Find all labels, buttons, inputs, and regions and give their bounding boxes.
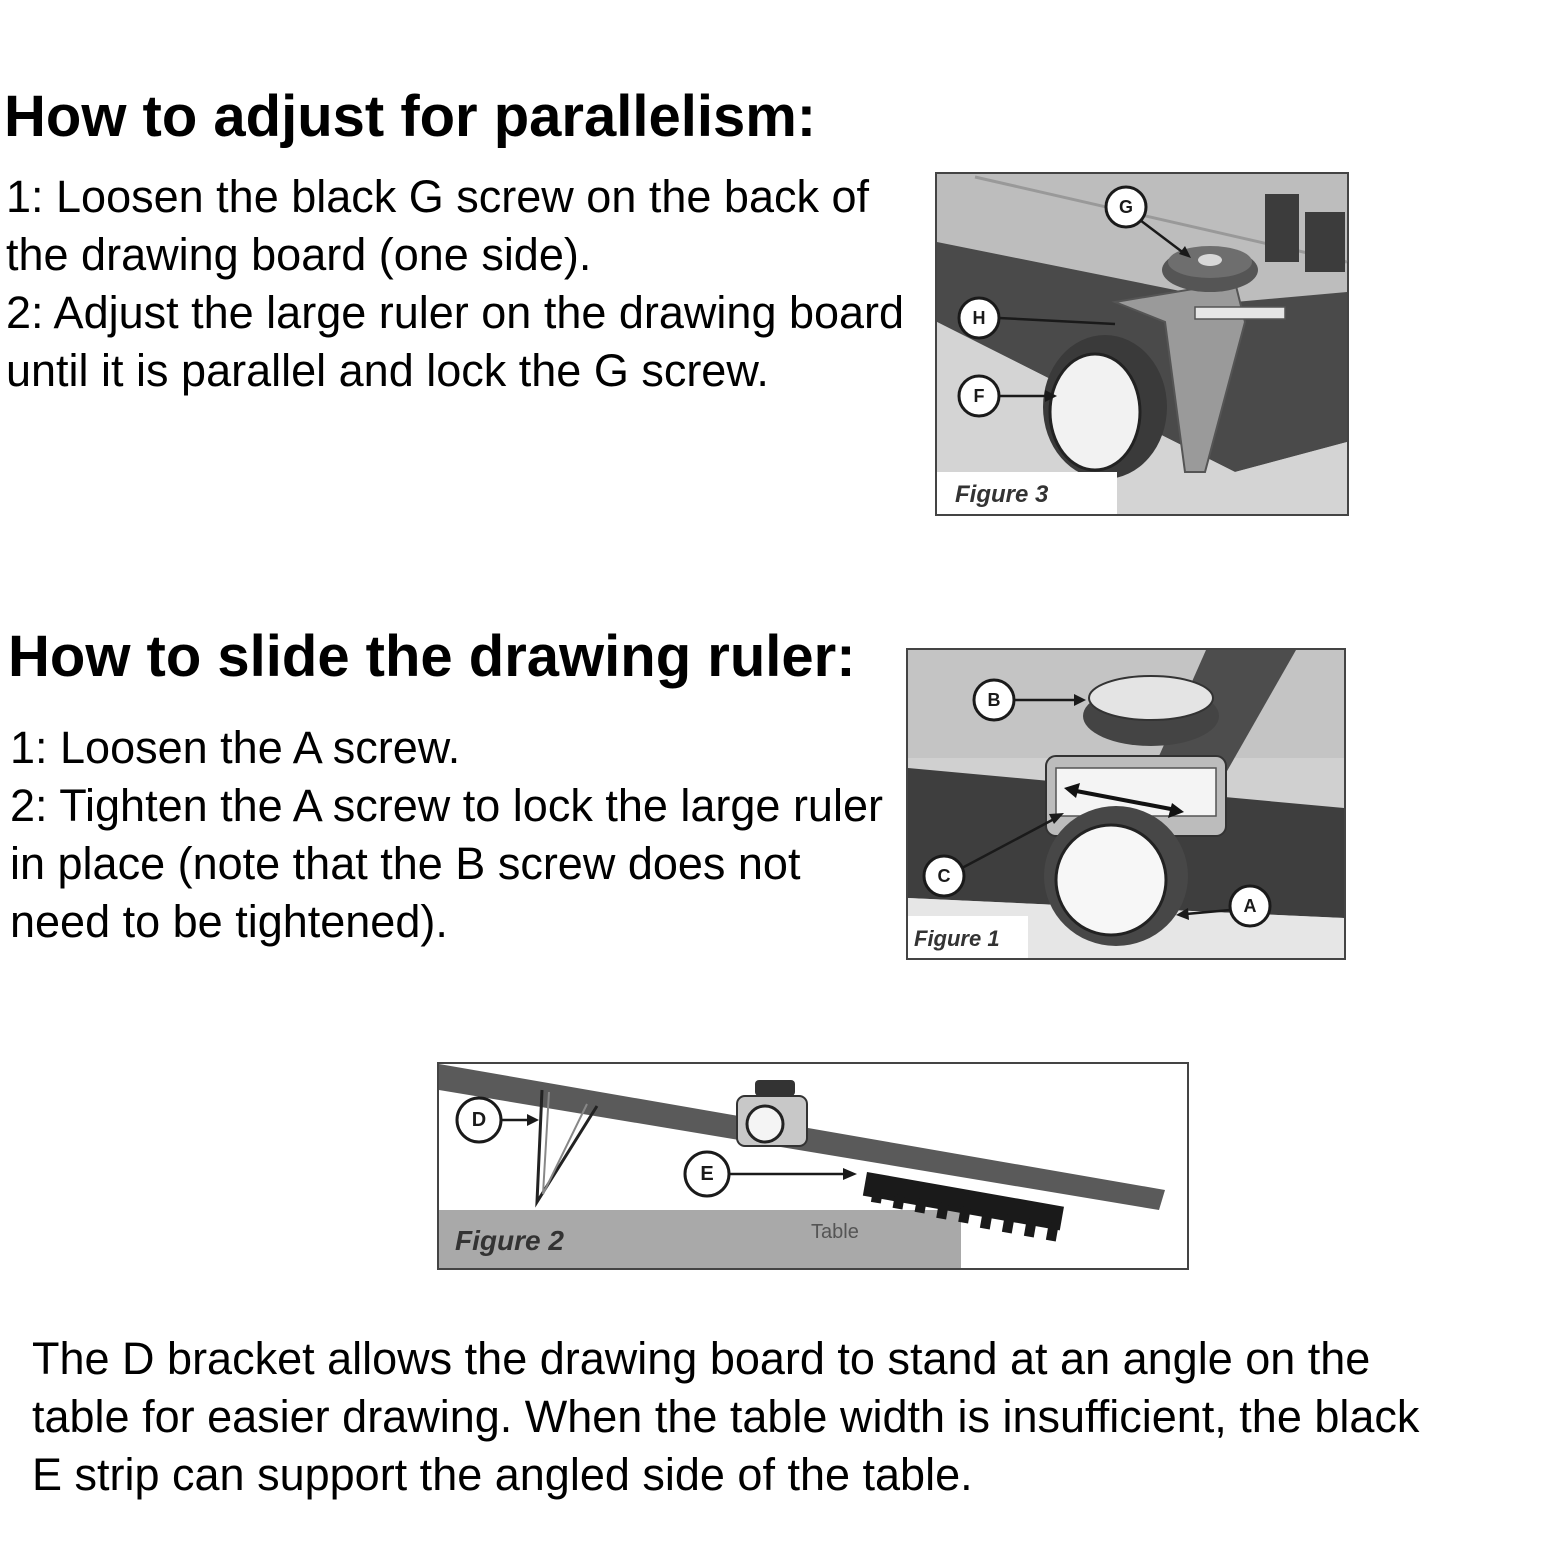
figure-3-illustration bbox=[935, 172, 1349, 516]
callout-e-label bbox=[685, 1152, 729, 1196]
callout-h-label bbox=[959, 298, 999, 338]
callout-c-label bbox=[924, 856, 964, 896]
svg-text:A: A bbox=[1243, 896, 1257, 916]
slide-heading: How to slide the drawing ruler: bbox=[8, 624, 856, 689]
slide-steps bbox=[10, 719, 895, 951]
figure-2-illustration bbox=[437, 1062, 1189, 1270]
parallelism-step-2: 2: Adjust the large ruler on the drawing board until it is parallel and lock the G screw. bbox=[6, 287, 905, 396]
svg-text:E: E bbox=[700, 1163, 714, 1185]
svg-text:G: G bbox=[1118, 197, 1134, 217]
table-label: Table bbox=[811, 1221, 859, 1243]
parallelism-steps bbox=[6, 168, 931, 400]
parallelism-heading: How to adjust for parallelism: bbox=[4, 84, 817, 149]
figure-1-illustration bbox=[906, 648, 1346, 960]
callout-f-label bbox=[959, 376, 999, 416]
svg-text:B: B bbox=[987, 690, 1001, 710]
svg-text:C: C bbox=[937, 866, 951, 886]
callout-a-label bbox=[1230, 886, 1270, 926]
slide-step-2: 2: Tighten the A screw to lock the large ruler in place (note that the B screw does not need to be tightened). bbox=[10, 780, 883, 947]
figure-1-caption: Figure 1 bbox=[914, 926, 1000, 951]
figure-3-caption: Figure 3 bbox=[955, 481, 1049, 508]
slide-step-1: 1: Loosen the A screw. bbox=[10, 722, 461, 773]
figure-2-caption: Figure 2 bbox=[455, 1225, 564, 1256]
svg-text:D: D bbox=[471, 1109, 487, 1131]
svg-text:H: H bbox=[972, 308, 986, 328]
callout-b-label bbox=[974, 680, 1014, 720]
callout-d-label bbox=[457, 1098, 501, 1142]
parallelism-step-1: 1: Loosen the black G screw on the back of the drawing board (one side). bbox=[6, 171, 869, 280]
svg-text:F: F bbox=[973, 386, 985, 406]
bracket-note: The D bracket allows the drawing board to stand at an angle on the table for easier drawing. When the table width is insufficient, the black E strip can support the angled side of the table. bbox=[32, 1333, 1420, 1500]
